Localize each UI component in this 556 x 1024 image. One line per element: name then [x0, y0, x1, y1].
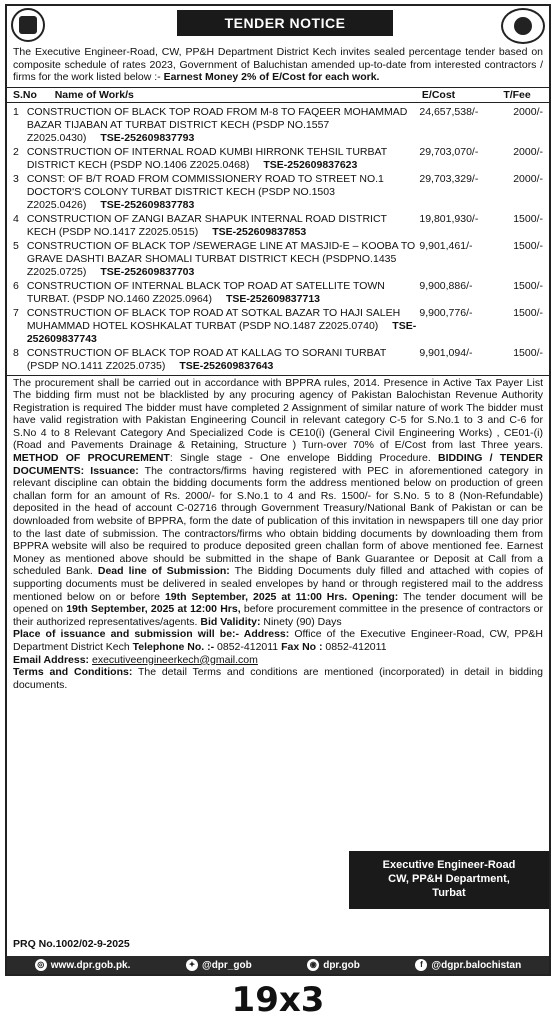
validity-label: Bid Validity:	[200, 615, 261, 628]
social-web[interactable]	[35, 959, 131, 971]
opening-text: The tender document will be opened on	[13, 590, 543, 616]
opening-label: Opening:	[352, 590, 399, 603]
fax-label: Fax No :	[281, 640, 323, 653]
validity-text: Ninety (90) Days	[263, 615, 342, 628]
tender-fee: 1500/-	[513, 239, 543, 252]
estimated-cost: 24,657,538/-	[419, 105, 479, 118]
tender-notice	[5, 4, 551, 976]
work-name-text: CONSTRUCTION OF INTERNAL ROAD KUMBI HIRRONK TEHSIL TURBAT DISTRICT KECH (PSDP NO.1406 Z2025.0468)	[26, 145, 387, 171]
email-label: Email Address:	[13, 653, 90, 666]
intro-text: The Executive Engineer-Road, CW, PP&H Department District Kech invites sealed percentage tender based on composite schedule of rates 2023, Government of Baluchistan amended up-to-date from interested contractors / firms for the work listed below :-	[13, 46, 543, 83]
earnest-money-note: Earnest Money 2% of E/Cost for each work.	[163, 71, 380, 83]
row-number: 2	[13, 145, 19, 158]
tender-fee: 2000/-	[513, 145, 543, 158]
work-name-text: CONSTRUCTION OF INTERNAL BLACK TOP ROAD AT SATELLITE TOWN TURBAT. (PSDP NO.1460 Z2025.0964)	[26, 279, 385, 305]
work-name-text: CONSTRUCTION OF BLACK TOP ROAD AT SOTKAL BAZAR TO HAJI SALEH MUHAMMAD HOTEL KOSHKALAT TURBAT (PSDP NO.1487 Z2025.0740)	[26, 306, 401, 332]
estimated-cost: 9,900,886/-	[419, 279, 473, 292]
facebook-label: @dgpr.balochistan	[431, 959, 522, 971]
tender-fee: 2000/-	[513, 172, 543, 185]
social-bar	[7, 956, 549, 974]
table-row	[13, 240, 543, 279]
tse-number: TSE-252609837793	[100, 131, 195, 144]
work-name-text: CONSTRUCTION OF BLACK TOP ROAD FROM M-8 TO FAQEER MOHAMMAD BAZAR TIJABAN AT TURBAT DISTRICT KECH (PSDP NO.1557 Z2025.0430)	[26, 105, 408, 144]
tender-fee: 2000/-	[513, 105, 543, 118]
signatory-line-1: Executive Engineer-Road	[382, 859, 516, 871]
twitter-icon: ✦	[186, 959, 198, 971]
work-name	[23, 173, 418, 212]
tse-number: TSE-252609837713	[226, 292, 321, 305]
social-twitter[interactable]	[186, 959, 252, 971]
tender-fee: 1500/-	[513, 306, 543, 319]
work-name-text: CONSTRUCTION OF BLACK TOP /SEWERAGE LINE AT MASJID-E – KOOBA TO GRAVE DASHTI BAZAR SHOMALI TURBAT DISTRICT KECH (PSDPNO.1435 Z2025.0725)	[26, 239, 416, 278]
signatory-line-2: CW, PP&H Department,	[388, 873, 510, 885]
estimated-cost: 9,900,776/-	[419, 306, 473, 319]
table-row	[13, 173, 543, 212]
row-number: 1	[13, 105, 19, 118]
estimated-cost: 19,801,930/-	[419, 212, 479, 225]
instagram-label: dpr.gob	[323, 959, 360, 971]
department-logo	[501, 8, 545, 44]
facebook-icon: f	[415, 959, 427, 971]
row-number: 7	[13, 306, 19, 319]
social-facebook[interactable]	[415, 959, 521, 971]
row-number: 4	[13, 212, 19, 225]
intro-paragraph	[7, 46, 549, 84]
table-row	[13, 106, 543, 145]
social-instagram[interactable]	[307, 959, 360, 971]
work-name	[23, 146, 418, 172]
estimated-cost: 9,901,094/-	[419, 346, 473, 359]
table-row	[13, 280, 543, 306]
place-label: Place of issuance and submission will be:- Address:	[13, 628, 290, 641]
work-name	[23, 213, 418, 239]
email-link[interactable]: executiveengineerkech@gmail.com	[91, 653, 258, 666]
works-table	[7, 103, 549, 373]
opening-after: before procurement committee in the presence of contractors or their authorized representatives/agents.	[13, 603, 543, 628]
page-title: TENDER NOTICE	[177, 10, 393, 36]
work-name-text: CONSTRUCTION OF BLACK TOP ROAD AT KALLAG TO SORANI TURBAT (PSDP NO.1411 Z2025.0735)	[26, 346, 387, 372]
ad-size-label: 19x3	[231, 980, 325, 1020]
row-number: 5	[13, 239, 19, 252]
table-row	[13, 213, 543, 239]
deadline-label: Dead line of Submission:	[97, 565, 230, 578]
tse-number: TSE-252609837743	[26, 319, 417, 345]
col-fee: T/Fee	[503, 88, 531, 101]
row-number: 8	[13, 346, 19, 359]
telephone-label: Telephone No. :-	[132, 640, 215, 653]
header	[7, 6, 549, 46]
work-name	[23, 347, 418, 373]
opening-date: 19th September, 2025 at 12:00 Hrs,	[66, 603, 241, 616]
terms-label: Terms and Conditions:	[13, 666, 133, 679]
tse-number: TSE-252609837643	[179, 359, 274, 372]
row-number: 6	[13, 279, 19, 292]
twitter-label: @dpr_gob	[201, 959, 252, 971]
docs-label: BIDDING / TENDER DOCUMENTS: Issuance:	[13, 452, 543, 477]
prq-number: PRQ No.1002/02-9-2025	[13, 938, 130, 950]
table-row	[13, 347, 543, 373]
tse-number: TSE-252609837703	[100, 265, 195, 278]
conditions-text	[7, 376, 549, 693]
work-name	[23, 307, 418, 346]
docs-text: The contractors/firms having registered with PEC in aforementioned category in relevant discipline can obtain the bidding documents form the address mentioned below on production of green challan form for an amount of Rs. 2000/- for S.No.1 to 4 and Rs. 1500/- for S.No. 5 to 8 (Non-Refundable) deposited in the head of account C-02716 through Government Treasury/National Bank of Pakistan or can be downloaded from website of BPPRA, form the date of publication of this invitation in newspapers till one day prior to the last date of submission. The contractors/firms who obtain bidding documents by downloading them from BPPRA website will also be required to produce deposited green challan form of above mentioned fee. Earnest Money as mentioned above should be submitted in the shape of Bank Guarantee or Deposit at Call from a scheduled Bank.	[13, 464, 543, 578]
table-row	[13, 307, 543, 346]
estimated-cost: 9,901,461/-	[419, 239, 473, 252]
fax-number: 0852-412011	[325, 640, 387, 653]
signatory-box	[349, 851, 549, 909]
globe-icon: ◎	[35, 959, 47, 971]
col-cost: E/Cost	[421, 88, 456, 101]
tse-number: TSE-252609837783	[100, 198, 195, 211]
method-label: METHOD OF PROCUREMENT	[13, 452, 170, 465]
terms-text: The detail Terms and conditions are mentioned (incorporated) in detail in bidding documents.	[13, 666, 543, 691]
instagram-icon: ◉	[307, 959, 319, 971]
estimated-cost: 29,703,329/-	[419, 172, 479, 185]
place-text: Office of the Executive Engineer-Road, CW, PP&H Department District Kech	[13, 628, 543, 653]
estimated-cost: 29,703,070/-	[419, 145, 479, 158]
deadline-text: The Bidding Documents duly filled and attached with copies of supporting documents must be delivered in sealed envelopes by hand or through registered mail to the address mentioned below on or before	[13, 565, 543, 603]
government-emblem-logo	[11, 8, 45, 42]
tse-number: TSE-252609837853	[212, 225, 307, 238]
works-table-header	[7, 87, 549, 103]
tender-fee: 1500/-	[513, 346, 543, 359]
method-text: : Single stage - One envelope Bidding Procedure.	[169, 452, 431, 465]
row-number: 3	[13, 172, 19, 185]
col-sno: S.No	[13, 88, 37, 101]
tender-fee: 1500/-	[513, 279, 543, 292]
work-name-text: CONSTRUCTION OF ZANGI BAZAR SHAPUK INTERNAL ROAD DISTRICT KECH (PSDP NO.1417 Z2025.0515)	[26, 212, 387, 238]
telephone-number: 0852-412011	[217, 640, 279, 653]
table-row	[13, 146, 543, 172]
col-name: Name of Work/s	[54, 88, 134, 101]
work-name-text: CONST: OF B/T ROAD FROM COMMISSIONERY ROAD TO STREET NO.1 DOCTOR'S COLONY TURBAT DISTRICT KECH (PSDP NO.1503 Z2025.0426)	[26, 172, 384, 211]
tender-fee: 1500/-	[513, 212, 543, 225]
tse-number: TSE-252609837623	[263, 158, 358, 171]
signatory-line-3: Turbat	[432, 887, 466, 899]
work-name	[23, 106, 418, 145]
web-label: www.dpr.gob.pk.	[50, 959, 131, 971]
eligibility-text: The procurement shall be carried out in accordance with BPPRA rules, 2014. Presence in Active Tax Payer List The bidding firm must not be blacklisted by any procuring agency of Pakistan Balochistan Revenue Authority Registration is required The bidder must have completed 2 Assignment of similar nature of work The bidder must have valid registration with Pakistan Engineering Council in relevant category C-5 for S.No.1 to 3 and C-6 for S.No 4 to 8 Relevant Category And Specialized Code is CE10(i) (General Civil Engineering Works) , CE01-(i) (Road and Pavements Drainage & Retaining, Structure ) Turn-over 70% of E/Cost from last Three years.	[13, 376, 543, 452]
work-name	[23, 240, 418, 279]
work-name	[23, 280, 418, 306]
deadline-date: 19th September, 2025 at 11:00 Hrs.	[164, 590, 348, 603]
